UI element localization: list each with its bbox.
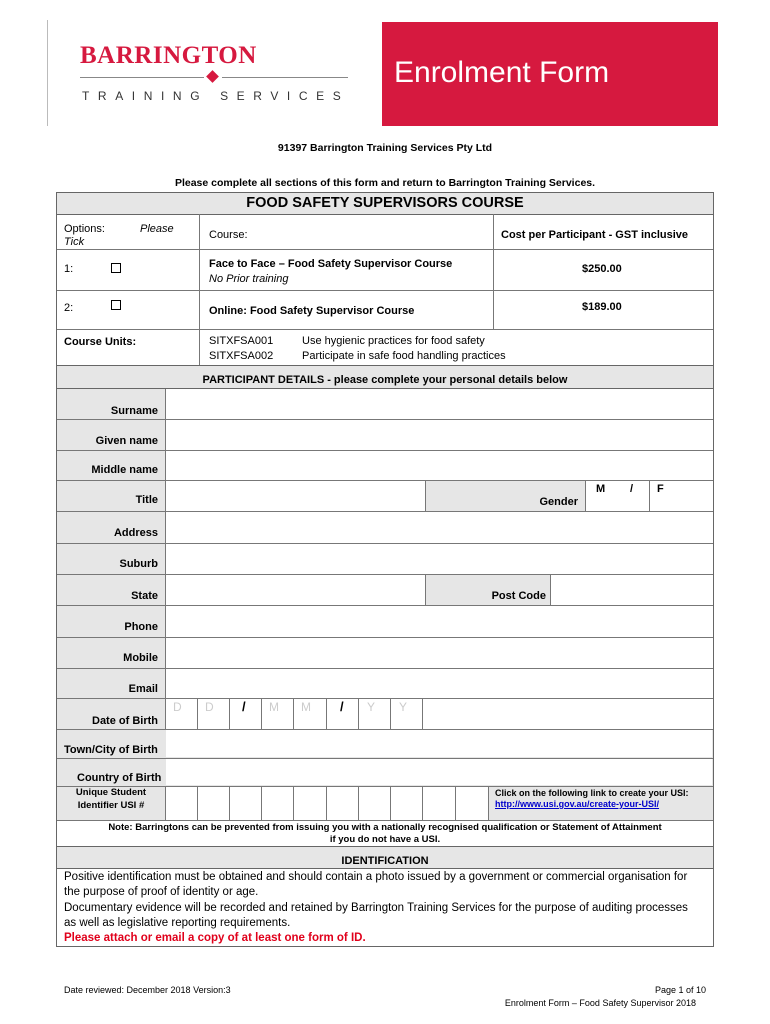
logo-divider-left [80, 77, 204, 78]
state-label: State [131, 590, 158, 602]
page-title: Enrolment Form [394, 56, 610, 89]
dob-month-2[interactable]: M [301, 700, 311, 714]
dob-divider [422, 699, 423, 729]
usi-box-divider [358, 787, 359, 820]
usi-label-2: Identifier USI # [77, 800, 145, 811]
label-divider [165, 389, 166, 729]
gender-cell-divider [425, 481, 426, 511]
usi-label-1: Unique Student [75, 787, 147, 798]
row-line-surname [57, 419, 713, 420]
please-label: Please [140, 223, 174, 235]
address-label: Address [113, 527, 158, 539]
course-col-divider-1 [199, 214, 200, 372]
footer-page-number: Page 1 of 10 [654, 985, 706, 995]
gender-box-divider-2 [649, 481, 650, 511]
dob-divider [358, 699, 359, 729]
option-2-price: $189.00 [582, 301, 622, 313]
id-text-1: Positive identification must be obtained and should contain a photo issued by a government or commercial organisation for [64, 871, 688, 883]
town-of-birth-input[interactable] [166, 730, 712, 757]
middle-name-label: Middle name [91, 464, 158, 476]
option-2-name: Online: Food Safety Supervisor Course [209, 305, 415, 317]
usi-box-divider [197, 787, 198, 820]
usi-note-2: if you do not have a USI. [329, 834, 441, 845]
postcode-cell-divider-1 [425, 575, 426, 605]
given-name-label: Given name [95, 435, 158, 447]
instruction: Please complete all sections of this form and return to Barrington Training Services. [174, 177, 596, 189]
logo-name: BARRINGTON [80, 42, 257, 69]
course-title: FOOD SAFETY SUPERVISORS COURSE [246, 195, 524, 211]
id-text-3: Documentary evidence will be recorded and retained by Barrington Training Services for the purpose of auditing processes [64, 902, 688, 914]
logo-tagline: TRAINING SERVICES [82, 89, 350, 103]
logo-divider-right [222, 77, 348, 78]
gender-slash: / [630, 483, 634, 495]
dob-year-2[interactable]: Y [399, 700, 408, 714]
usi-box-divider [422, 787, 423, 820]
row-line-address [57, 543, 713, 544]
dob-divider [229, 699, 230, 729]
course-divider-3 [57, 329, 713, 330]
cost-header: Cost per Participant - GST inclusive [501, 229, 689, 241]
mobile-label: Mobile [123, 652, 158, 664]
dob-year-1[interactable]: Y [367, 700, 376, 714]
dob-divider [390, 699, 391, 729]
usi-link[interactable]: http://www.usi.gov.au/create-your-USI/ [495, 799, 660, 809]
usi-link-text: Click on the following link to create your USI: [495, 788, 689, 798]
unit-2-code: SITXFSA002 [209, 350, 274, 362]
row-line-email [57, 698, 713, 699]
postcode-cell-divider-2 [550, 575, 551, 605]
gender-m[interactable]: M [596, 483, 606, 495]
row-line-phone [57, 637, 713, 638]
country-of-birth-input[interactable] [166, 759, 712, 785]
dob-divider [293, 699, 294, 729]
option-1-name: Face to Face – Food Safety Supervisor Course [209, 258, 453, 270]
town-of-birth-label: Town/City of Birth [64, 744, 158, 756]
dob-month-1[interactable]: M [269, 700, 279, 714]
dob-label: Date of Birth [92, 715, 158, 727]
option-2-number: 2: [64, 302, 74, 314]
gender-label: Gender [539, 496, 578, 508]
unit-2-desc: Participate in safe food handling practices [302, 350, 506, 362]
row-line-title [57, 511, 713, 512]
footer-doc-name: Enrolment Form – Food Safety Supervisor 2018 [504, 998, 696, 1008]
option-1-number: 1: [64, 263, 74, 275]
course-divider-1 [57, 249, 713, 250]
usi-box-divider [165, 787, 166, 820]
country-of-birth-label: Country of Birth [77, 772, 162, 784]
unit-1-code: SITXFSA001 [209, 335, 274, 347]
dob-sep-2: / [340, 699, 344, 714]
option-1-checkbox[interactable] [111, 263, 121, 273]
gender-box-divider-1 [585, 481, 586, 511]
id-text-4: as well as legislative reporting requirements. [64, 917, 291, 929]
id-attach-instruction: Please attach or email a copy of at least one form of ID. [64, 932, 366, 944]
dob-divider [261, 699, 262, 729]
row-line-town [57, 758, 713, 759]
usi-box-divider [326, 787, 327, 820]
org-line: 91397 Barrington Training Services Pty Ltd [277, 142, 493, 154]
course-divider-2 [57, 290, 713, 291]
participant-heading: PARTICIPANT DETAILS - please complete your personal details below [202, 374, 568, 386]
unit-1-desc: Use hygienic practices for food safety [302, 335, 485, 347]
dob-day-2[interactable]: D [205, 700, 214, 714]
usi-note-1: Note: Barringtons can be prevented from issuing you with a nationally recognised qualification or Statement of Attainment [108, 822, 662, 833]
dob-sep-1: / [242, 699, 246, 714]
usi-box-divider [293, 787, 294, 820]
units-label: Course Units: [64, 336, 137, 348]
row-line-middle [57, 480, 713, 481]
usi-box-divider [229, 787, 230, 820]
dob-day-1[interactable]: D [173, 700, 182, 714]
footer-date-reviewed: Date reviewed: December 2018 Version:3 [64, 985, 231, 995]
dob-divider [326, 699, 327, 729]
option-1-price: $250.00 [582, 263, 622, 275]
gender-f[interactable]: F [657, 483, 664, 495]
row-line-given [57, 450, 713, 451]
tick-label: Tick [64, 236, 85, 248]
suburb-label: Suburb [119, 558, 158, 570]
usi-box-divider [455, 787, 456, 820]
surname-label: Surname [110, 405, 158, 417]
title-label: Title [135, 494, 158, 506]
usi-box-divider [390, 787, 391, 820]
phone-label: Phone [124, 621, 158, 633]
row-line-dob [57, 729, 713, 730]
row-line-mobile [57, 668, 713, 669]
id-text-2: the purpose of proof of identity or age. [64, 886, 259, 898]
course-header: Course: [209, 229, 248, 241]
dob-divider [197, 699, 198, 729]
usi-box-divider [261, 787, 262, 820]
usi-input[interactable] [166, 787, 488, 820]
postcode-label: Post Code [491, 590, 546, 602]
usi-box-divider [488, 787, 489, 820]
options-label: Options: [64, 223, 105, 235]
row-line-suburb [57, 574, 713, 575]
row-line-state [57, 605, 713, 606]
identification-heading: IDENTIFICATION [341, 855, 429, 867]
email-label: Email [128, 683, 158, 695]
course-col-divider-2 [493, 214, 494, 329]
option-1-note: No Prior training [209, 273, 289, 285]
option-2-checkbox[interactable] [111, 300, 121, 310]
